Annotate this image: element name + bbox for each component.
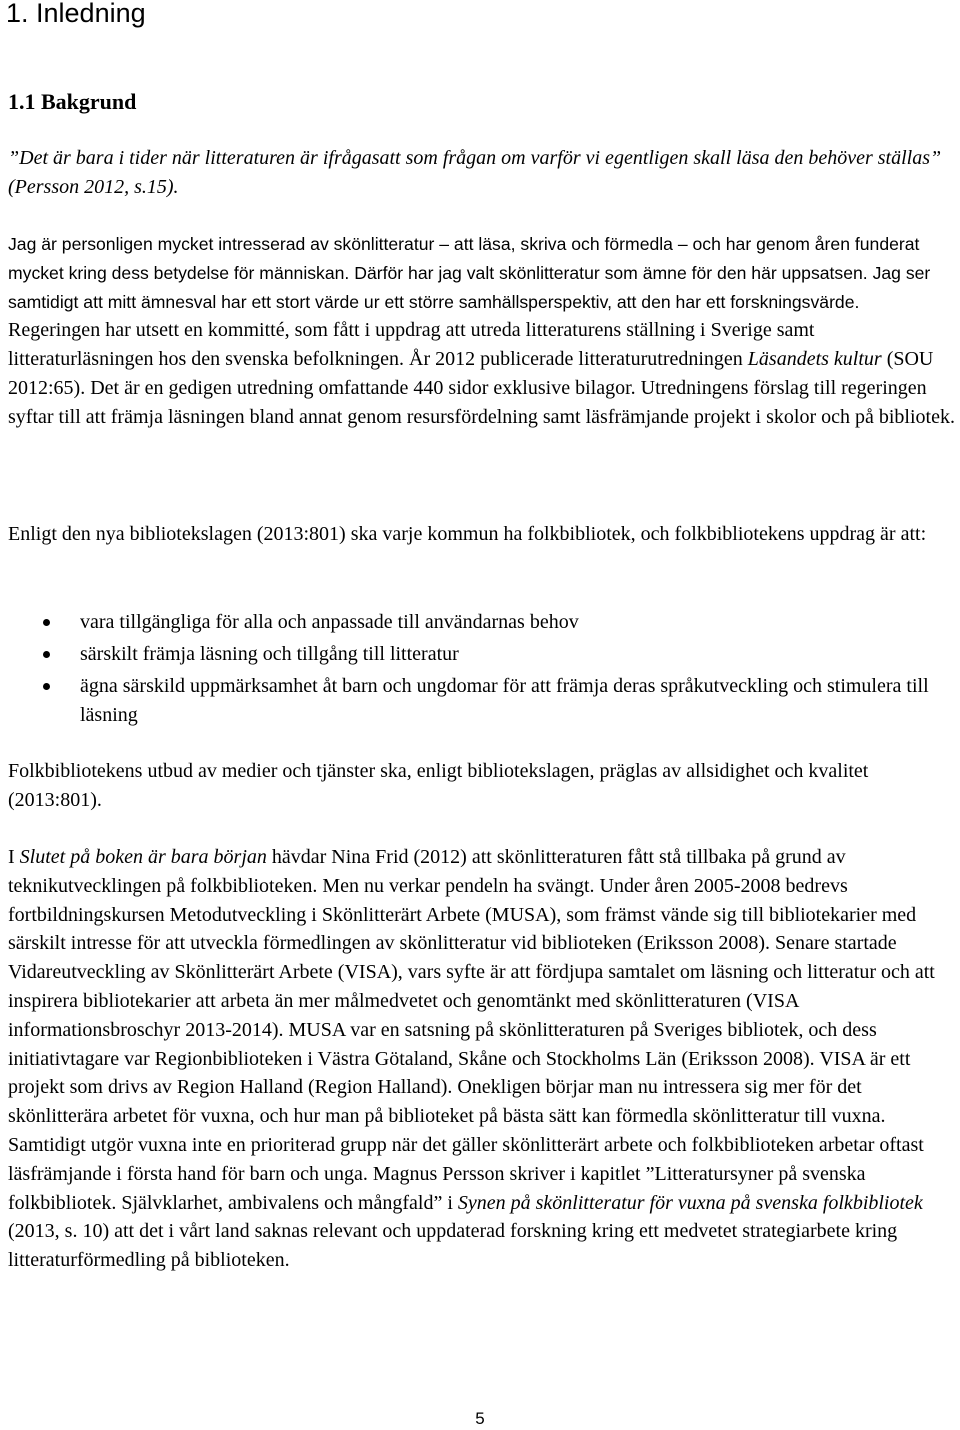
- paragraph-background-sentence-3: Regeringen har utsett en kommitté, som fått i uppdrag att utreda litteraturens ställning i Sverige samt litteraturläsningen hos den svenska befolkningen. År 2012 publicerade litteraturutredningen: [8, 319, 815, 371]
- page-number: 5: [475, 1409, 485, 1428]
- bullet-item: vara tillgängliga för alla och anpassade till användarnas behov: [80, 611, 579, 633]
- book-title-2: Synen på skönlitteratur för vuxna på svenska folkbibliotek: [457, 1191, 923, 1214]
- intro-quote: ”Det är bara i tider när litteraturen är ifrågasatt som frågan om varför vi egentligen skall läsa den behöver ställas” (Persson 2012, s.15).: [8, 147, 942, 198]
- paragraph-background-sentence-2: Därför har jag valt skönlitteratur som ämne för den här uppsatsen. Jag ser samtidigt att mitt ämnesval har ett stort värde ur ett större samhällsperspektiv, att den har ett forskningsvärde.: [8, 262, 931, 312]
- paragraph-research-end: (2013, s. 10) att det i vårt land saknas relevant och uppdaterad forskning kring ett medvetet strategiarbete kring litteraturförmedling på biblioteken.: [8, 1220, 898, 1272]
- bullet-dot-icon: [43, 619, 50, 626]
- paragraph-research-body: hävdar Nina Frid (2012) att skönlitteraturen fått stå tillbaka på grund av teknikutvecklingen på folkbiblioteken. Men nu verkar pendeln ha svängt. Under åren 2005-2008 bedrevs fortbildningskursen Metodutveckling i Skönlitterärt Arbete (MUSA), som främst vände sig till bibliotekarier med särskilt intresse för att utveckla förmedlingen av skönlitteratur vid biblioteken (Eriksson 2008). Senare startade Vidareutveckling av Skönlitterärt Arbete (VISA), vars syfte är att fördjupa samtalet om läsning och litteratur och att inspirera bibliotekarier att arbeta än mer målmedvetet och genomtänkt med skönlitteraturen (VISA informationsbroschyr 2013-2014). MUSA var en satsning på skönlitteraturen på Sveriges bibliotek, och dess initiativtagare var Regionbiblioteken i Västra Götaland, Skåne och Stockholms Län (Eriksson 2008). VISA är ett projekt som drivs av Region Halland (Region Halland). Onekligen börjar man nu intressera sig mer för det skönlitterära arbetet för vuxna, och hur man på biblioteket på bästa sätt kan förmedla skönlitteratur till vuxna. Samtidigt utgör vuxna inte en prioriterad grupp när det gäller skönlitterärt arbete och folkbiblioteken arbetar oftast läsfrämjande i första hand för barn och unga. Magnus Persson skriver i kapitlet ”Litteratursyner på svenska folkbibliotek. Självklarhet, ambivalens och mångfald” i: [8, 846, 935, 1214]
- paragraph-research: [8, 843, 956, 1275]
- paragraph-media-offer: Folkbibliotekens utbud av medier och tjänster ska, enligt bibliotekslagen, präglas av allsidighet och kvalitet (2013:801).: [8, 760, 869, 811]
- bullet-item: särskilt främja läsning och tillgång till litteratur: [80, 643, 459, 665]
- paragraph-background-sentence-1: Jag är personligen mycket intresserad av skönlitteratur – att läsa, skriva och förmedla – och har genom åren funderat mycket kring dess betydelse för människan.: [8, 234, 920, 283]
- paragraph-background: [8, 230, 956, 432]
- bullet-dot-icon: [43, 651, 50, 658]
- bullet-dot-icon: [43, 683, 50, 690]
- paragraph-research-start: I: [8, 846, 15, 868]
- report-title: Läsandets kultur: [747, 348, 882, 371]
- book-title-1: Slutet på boken är bara början: [19, 846, 267, 868]
- paragraph-background-sentence-4: (SOU 2012:65). Det är en gedigen utredning omfattande 440 sidor exklusive bilagor. Utredningens förslag till regeringen syftar till att främja läsningen bland annat genom resursfördelning samt läsfrämjande projekt i skolor och på bibliotek.: [8, 348, 955, 428]
- paragraph-library-law: Enligt den nya bibliotekslagen (2013:801) ska varje kommun ha folkbibliotek, och folkbibliotekens uppdrag är att:: [8, 523, 927, 545]
- bullet-item: ägna särskild uppmärksamhet åt barn och ungdomar för att främja deras språkutveckling och stimulera till läsning: [80, 675, 929, 726]
- chapter-heading: 1. Inledning: [6, 0, 146, 28]
- section-heading: 1.1 Bakgrund: [8, 89, 137, 114]
